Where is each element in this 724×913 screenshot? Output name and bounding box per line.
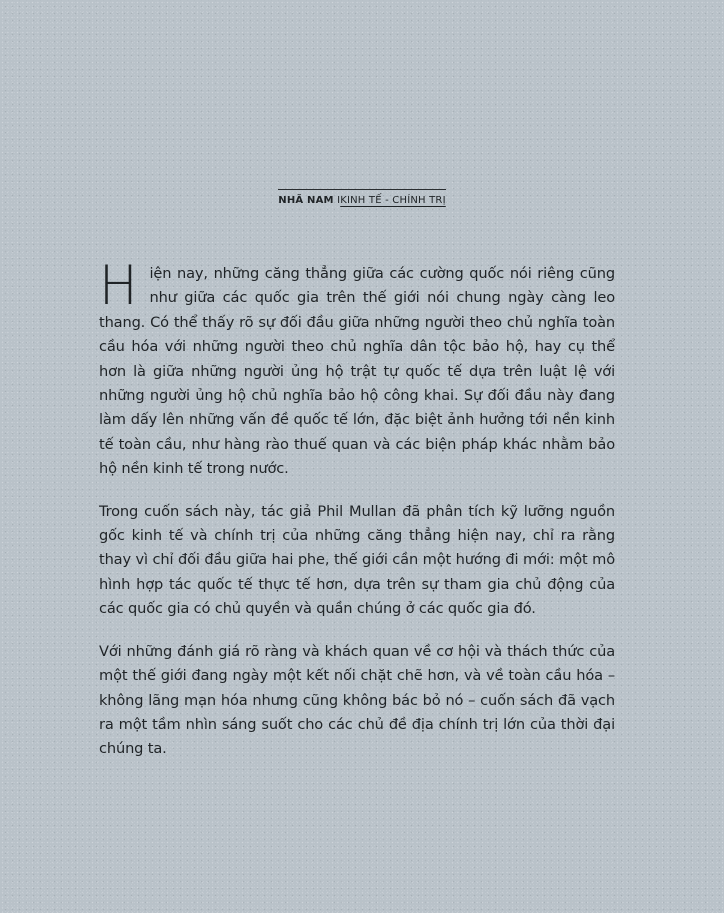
publisher-name: NHÃ NAM [278, 195, 334, 206]
blurb [99, 254, 615, 780]
blurb-paragraph-2: Trong cuốn sách này, tác giả Phil Mullan đã phân tích kỹ lưỡng nguồn gốc kinh tế và chính trị của những căng thẳng hiện nay, chỉ ra rằng thay vì chỉ đối đầu giữa hai phe, thế giới cần một hướng đi mới: một mô hình hợp tác quốc tế thực tế hơn, dựa trên sự tham gia chủ động của các quốc gia có chủ quyền và quần chúng ở các quốc gia đó. [99, 502, 615, 618]
drop-cap: H [99, 254, 138, 317]
publisher-line [278, 189, 445, 208]
book-category: KINH TẾ - CHÍNH TRỊ [340, 195, 446, 206]
blurb-paragraph-3: Với những đánh giá rõ ràng và khách quan về cơ hội và thách thức của một thế giới đang ngày một kết nối chặt chẽ hơn, và về toàn cầu hóa – không lãng mạn hóa nhưng cũng không bác bỏ nó – cuốn sách đã vạch ra một tầm nhìn sáng suốt cho các chủ đề địa chính trị lớn của thời đại chúng ta. [99, 642, 615, 758]
header-separator: I [337, 195, 341, 206]
publisher-header [0, 189, 724, 208]
paragraph-1-text: iện nay, những căng thẳng giữa các cường quốc nói riêng cũng như giữa các quốc gia trên thế giới nói chung ngày càng leo thang. Có thể thấy rõ sự đối đầu giữa những người theo chủ nghĩa toàn cầu hóa với những người theo chủ nghĩa dân tộc bảo hộ, hay cụ thể hơn là giữa những người ủng hộ trật tự quốc tế dựa trên luật lệ với những người ủng hộ chủ nghĩa bảo hộ công khai. Sự đối đầu này đang làm dấy lên những vấn đề quốc tế lớn, đặc biệt ảnh hưởng tới nền kinh tế toàn cầu, như hàng rào thuế quan và các biện pháp khác nhằm bảo hộ nền kinh tế trong nước. [99, 265, 615, 478]
blurb-paragraph-1 [99, 254, 615, 482]
